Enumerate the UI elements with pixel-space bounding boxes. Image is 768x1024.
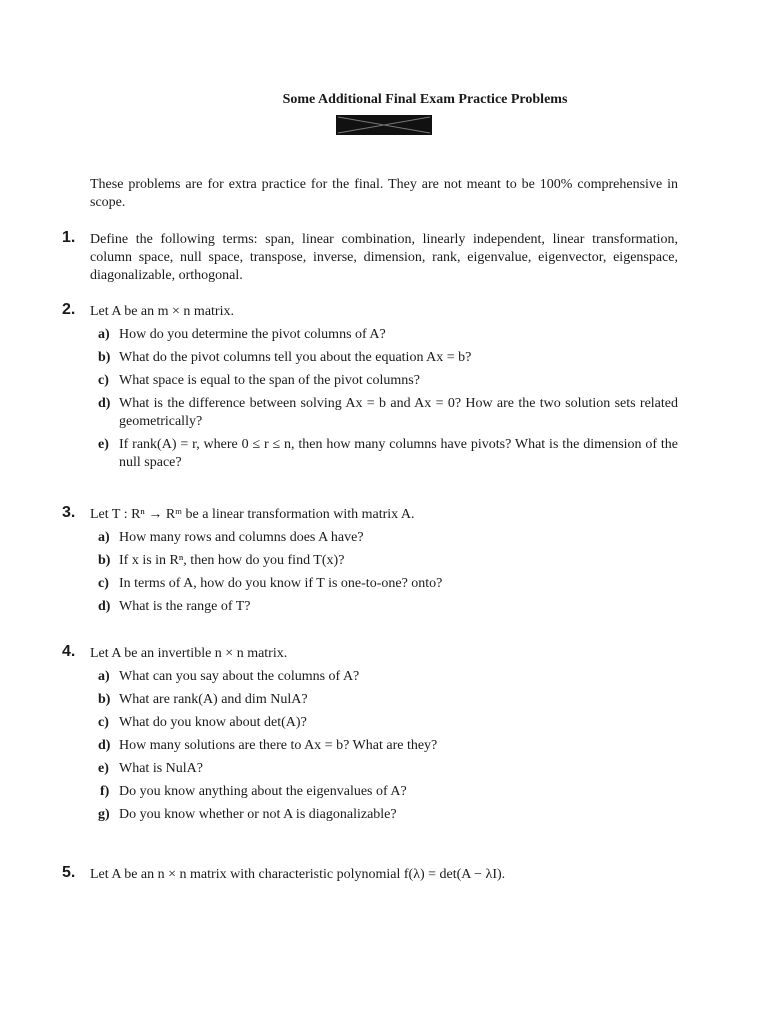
part-label: d) — [98, 396, 111, 411]
part-label: c) — [98, 373, 109, 388]
intro-paragraph: These problems are for extra practice for the final. They are not meant to be 100% comprehensive in scope. — [90, 177, 678, 210]
problem-part — [90, 349, 678, 367]
part-label: d) — [98, 738, 111, 753]
problem-part — [90, 372, 678, 390]
part-label: a) — [98, 669, 110, 684]
part-text: What is the range of T? — [119, 599, 251, 614]
problem-text: Let A be an m × n matrix. — [90, 304, 234, 319]
part-text: If x is in Rⁿ, then how do you find T(x)? — [119, 553, 345, 568]
part-label: b) — [98, 553, 111, 568]
problem-part — [90, 714, 678, 732]
part-text: How do you determine the pivot columns of A? — [119, 327, 386, 342]
problem-3 — [62, 504, 678, 616]
problem-part — [90, 529, 678, 547]
part-text: Do you know whether or not A is diagonalizable? — [119, 807, 397, 822]
problem-number: 3. — [62, 504, 76, 521]
problem-part — [90, 806, 678, 824]
part-label: a) — [98, 530, 110, 545]
part-label: d) — [98, 599, 111, 614]
problem-part — [90, 598, 678, 616]
part-label: b) — [98, 692, 111, 707]
problem-text: Let A be an invertible n × n matrix. — [90, 646, 288, 661]
problem-text: Let T : Rⁿ → Rᵐ be a linear transformation with matrix A. — [90, 507, 415, 522]
part-text: What is NulA? — [119, 761, 203, 776]
part-text: Do you know anything about the eigenvalues of A? — [119, 784, 407, 799]
part-text: What can you say about the columns of A? — [119, 669, 360, 684]
problem-number: 5. — [62, 864, 76, 881]
problem-number: 1. — [62, 229, 76, 246]
problem-text: Define the following terms: span, linear combination, linearly independent, linear transformation, column space, null space, transpose, inverse, dimension, rank, eigenvalue, eigenvector, eigenspace, diagonalizable, orthogonal. — [90, 232, 678, 283]
part-text: How many rows and columns does A have? — [119, 530, 364, 545]
part-text: How many solutions are there to Ax = b? What are they? — [119, 738, 438, 753]
problem-part — [90, 326, 678, 344]
part-text: What are rank(A) and dim NulA? — [119, 692, 308, 707]
part-label: e) — [98, 437, 109, 452]
part-text: What is the difference between solving Ax = b and Ax = 0? How are the two solution sets related geometrically? — [119, 396, 678, 429]
problem-part — [90, 737, 678, 755]
problem-number: 4. — [62, 643, 76, 660]
part-label: c) — [98, 715, 109, 730]
problem-number: 2. — [62, 301, 76, 318]
problem-2 — [62, 301, 678, 472]
part-text: If rank(A) = r, where 0 ≤ r ≤ n, then how many columns have pivots? What is the dimension of the null space? — [119, 437, 678, 470]
problem-part — [90, 691, 678, 709]
problem-part — [90, 668, 678, 686]
problem-part — [90, 575, 678, 593]
part-text: What space is equal to the span of the pivot columns? — [119, 373, 420, 388]
problem-text: Let A be an n × n matrix with characteristic polynomial f(λ) = det(A − λI). — [90, 867, 506, 882]
problem-part — [90, 552, 678, 570]
part-label: b) — [98, 350, 111, 365]
problem-part — [90, 395, 678, 431]
part-label: c) — [98, 576, 109, 591]
problem-5 — [62, 864, 678, 884]
document-title: Some Additional Final Exam Practice Problems — [282, 92, 568, 107]
part-text: What do you know about det(A)? — [119, 715, 307, 730]
part-label: a) — [98, 327, 110, 342]
problem-4 — [62, 643, 678, 824]
part-text: What do the pivot columns tell you about the equation Ax = b? — [119, 350, 472, 365]
redacted-author-block — [336, 115, 432, 135]
part-text: In terms of A, how do you know if T is one-to-one? onto? — [119, 576, 443, 591]
problem-1 — [62, 229, 678, 285]
problem-part — [90, 783, 678, 801]
problem-part — [90, 760, 678, 778]
part-label: g) — [98, 807, 110, 822]
part-label: f) — [100, 784, 110, 799]
part-label: e) — [98, 761, 109, 776]
problem-part — [90, 436, 678, 472]
